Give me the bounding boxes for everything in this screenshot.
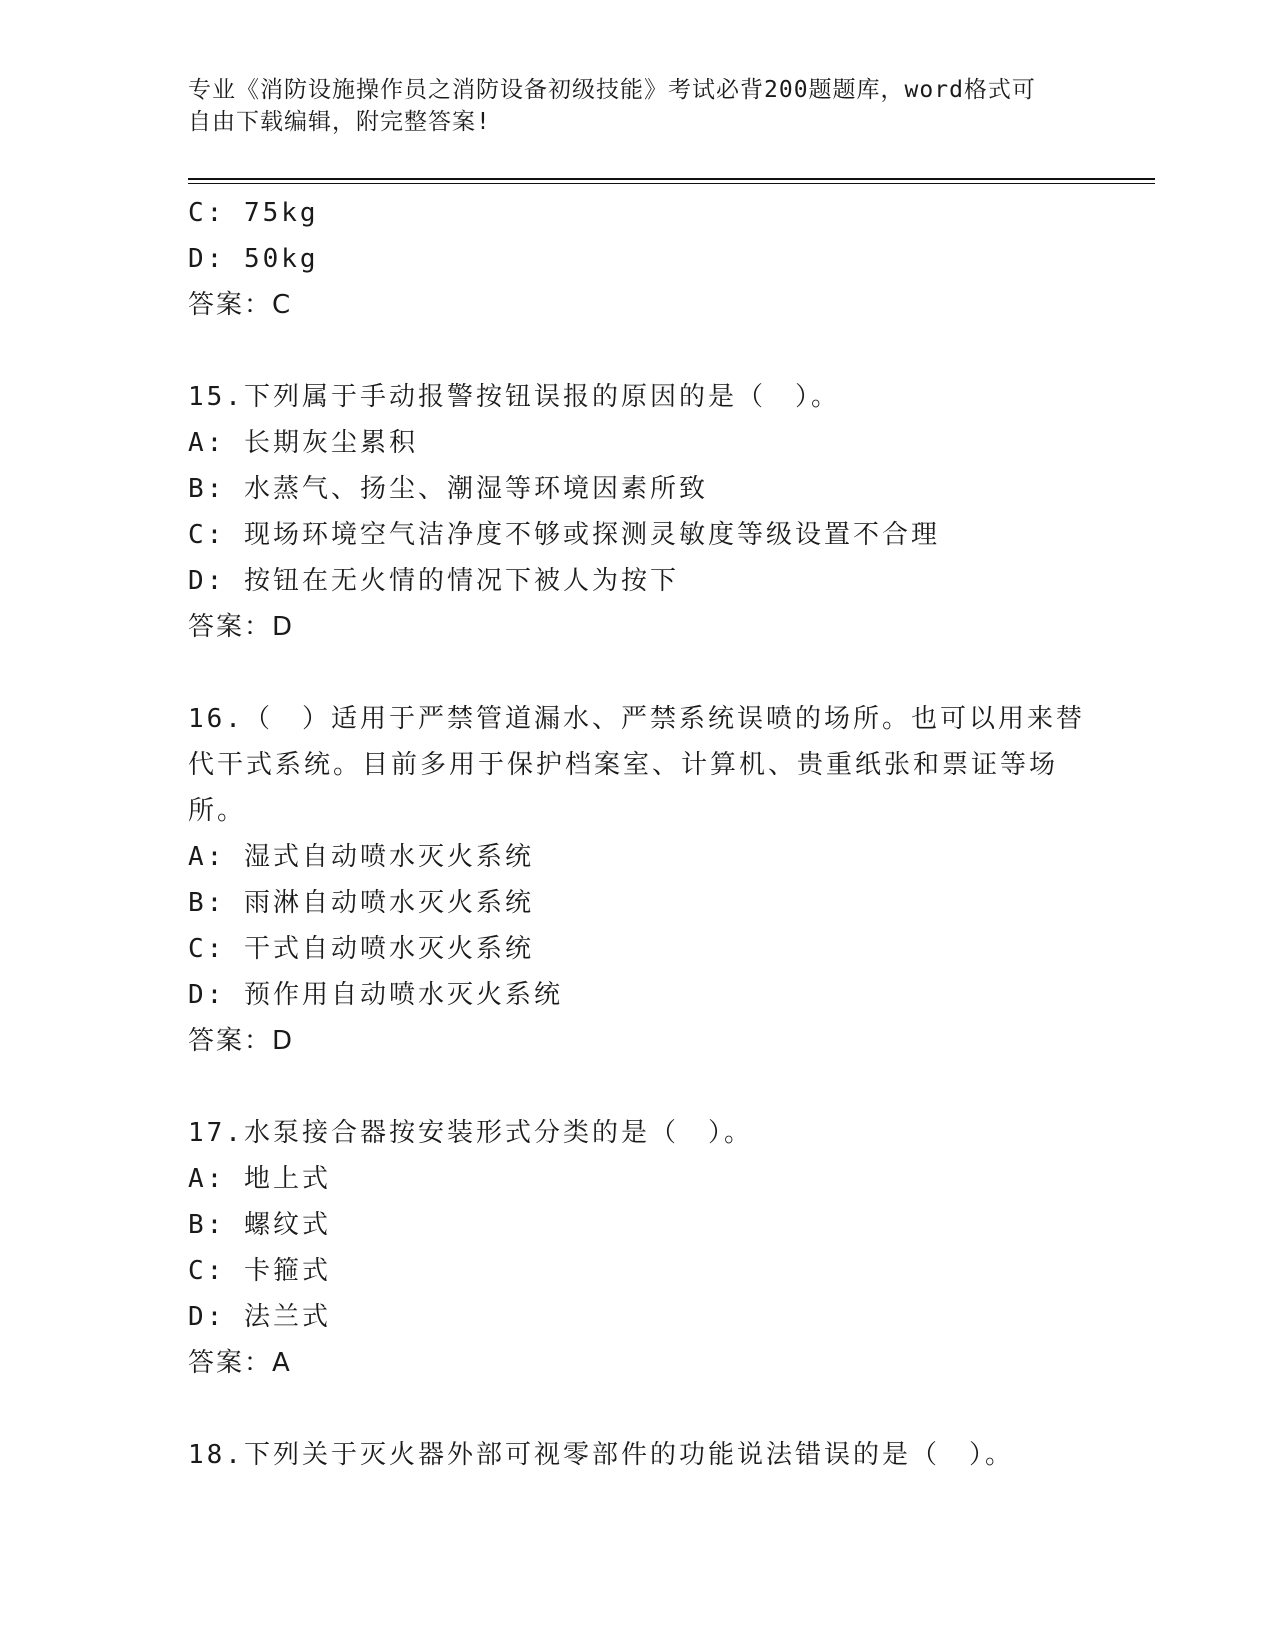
header-title-line-1: 专业《消防设施操作员之消防设备初级技能》考试必背200题题库，word格式可 bbox=[188, 77, 1036, 103]
option-b: B: 水蒸气、扬尘、潮湿等环境因素所致 bbox=[188, 474, 708, 504]
question-17 bbox=[188, 1110, 1148, 1386]
header-rule-thin bbox=[188, 183, 1155, 184]
previous-question-fragment bbox=[188, 190, 1148, 328]
spacer bbox=[188, 328, 1148, 374]
option-b: B: 螺纹式 bbox=[188, 1210, 331, 1240]
answer-line: 答案：D bbox=[188, 1026, 295, 1056]
answer-line: 答案：D bbox=[188, 612, 295, 642]
option-d: D: 按钮在无火情的情况下被人为按下 bbox=[188, 566, 679, 596]
option-b: B: 雨淋自动喷水灭火系统 bbox=[188, 888, 534, 918]
question-stem: 18.下列关于灭火器外部可视零部件的功能说法错误的是（ ）。 bbox=[188, 1440, 1014, 1470]
header-rule-thick bbox=[188, 178, 1155, 180]
question-stem: 16.（ ）适用于严禁管道漏水、严禁系统误喷的场所。也可以用来替代干式系统。目前多用于保护档案室、计算机、贵重纸张和票证等场所。 bbox=[188, 704, 1085, 826]
option-d: D: 50kg bbox=[188, 244, 319, 274]
option-d: D: 预作用自动喷水灭火系统 bbox=[188, 980, 563, 1010]
answer-line: 答案：C bbox=[188, 290, 293, 320]
option-c: C: 卡箍式 bbox=[188, 1256, 331, 1286]
document-body bbox=[188, 190, 1148, 1478]
option-a: A: 湿式自动喷水灭火系统 bbox=[188, 842, 534, 872]
question-15 bbox=[188, 374, 1148, 650]
question-18 bbox=[188, 1432, 1148, 1478]
option-c: C: 干式自动喷水灭火系统 bbox=[188, 934, 534, 964]
option-c: C: 75kg bbox=[188, 198, 319, 228]
option-a: A: 地上式 bbox=[188, 1164, 331, 1194]
question-16 bbox=[188, 696, 1148, 1064]
option-c: C: 现场环境空气洁净度不够或探测灵敏度等级设置不合理 bbox=[188, 520, 940, 550]
answer-line: 答案：A bbox=[188, 1348, 292, 1378]
spacer bbox=[188, 1064, 1148, 1110]
question-stem: 17.水泵接合器按安装形式分类的是（ ）。 bbox=[188, 1118, 753, 1148]
option-d: D: 法兰式 bbox=[188, 1302, 331, 1332]
option-a: A: 长期灰尘累积 bbox=[188, 428, 418, 458]
spacer bbox=[188, 650, 1148, 696]
header-title-line-2: 自由下载编辑，附完整答案! bbox=[188, 109, 491, 135]
document-header bbox=[188, 74, 1068, 138]
spacer bbox=[188, 1386, 1148, 1432]
question-stem: 15.下列属于手动报警按钮误报的原因的是（ ）。 bbox=[188, 382, 840, 412]
